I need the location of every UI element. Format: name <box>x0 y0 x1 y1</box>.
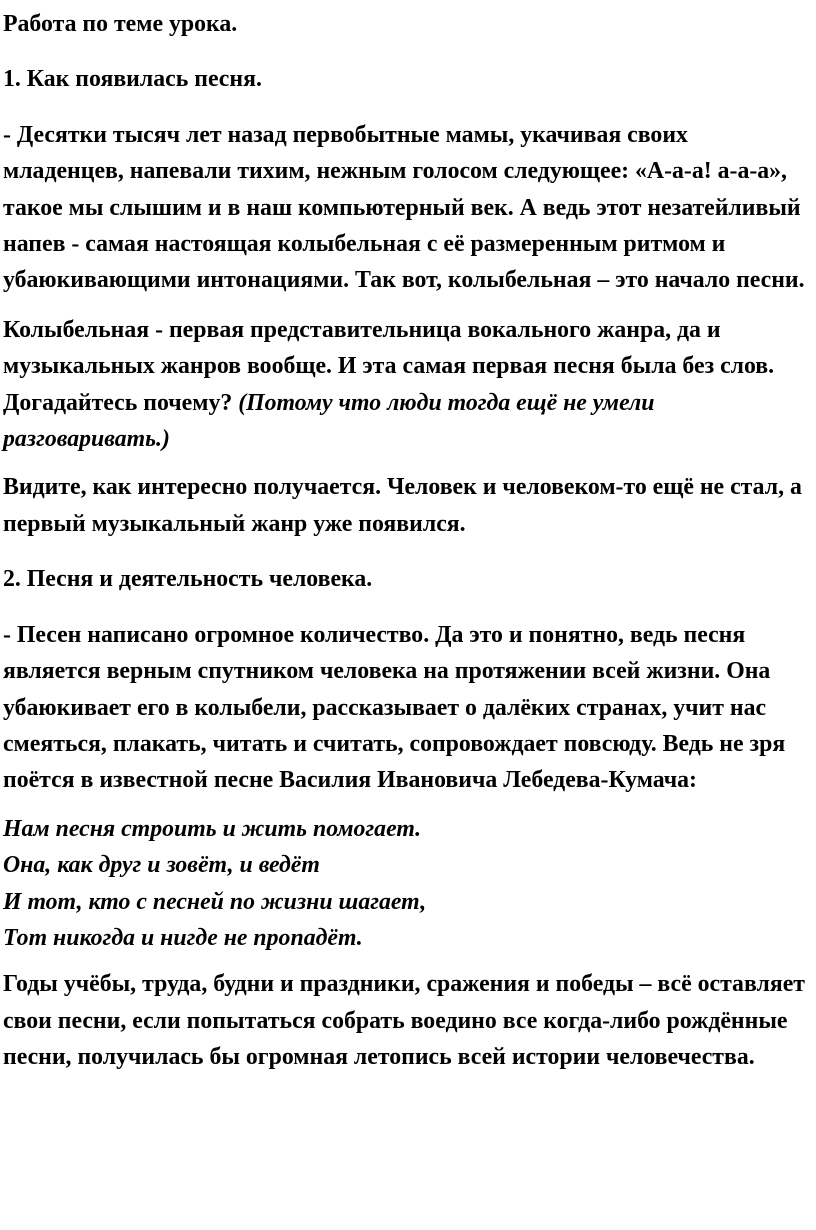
paragraph-song-companion: - Песен написано огромное количество. Да это и понятно, ведь песня является верным спутником человека на протяжении всей жизни. Она убаюкивает его в колыбели, рассказывает о далёких странах, учит нас смеяться, плакать, читать и считать, сопровождает повсюду. Ведь не зря поётся в известной песне Василия Ивановича Лебедева-Кумача: <box>3 621 786 794</box>
section-2-title: 2. Песня и деятельность человека. <box>3 566 373 593</box>
section-1-title: 1. Как появилась песня. <box>3 66 262 93</box>
paragraph-interesting: Видите, как интересно получается. Человек и человеком-то ещё не стал, а первый музыкальный жанр уже появился. <box>3 474 802 537</box>
document-heading: Работа по теме урока. <box>3 11 238 37</box>
poem-line: Она, как друг и зовёт, и ведёт <box>3 852 320 879</box>
paragraph-lullaby-origin: - Десятки тысяч лет назад первобытные мамы, укачивая своих младенцев, напевали тихим, нежным голосом следующее: «А-а-а! а-а-а», такое мы слышим и в наш компьютерный век. А ведь этот незатейливый напев - самая настоящая колыбельная с её размеренным ритмом и убаюкивающими интонациями. Так вот, колыбельная – это начало песни. <box>3 121 805 294</box>
poem-line: Тот никогда и нигде не пропадёт. <box>3 924 363 951</box>
poem-line: И тот, кто с песней по жизни шагает, <box>3 888 427 915</box>
poem-line: Нам песня строить и жить помогает. <box>3 815 422 842</box>
paragraph-chronicle: Годы учёбы, труда, будни и праздники, сражения и победы – всё оставляет свои песни, если попытаться собрать воедино все когда-либо рождённые песни, получилась бы огромная летопись всей истории человечества. <box>3 971 805 1071</box>
paragraph-first-genre-answer: (Потому что люди тогда ещё не умели разговаривать.) <box>3 389 655 453</box>
paragraph-first-genre-text: Колыбельная - первая представительница вокального жанра, да и музыкальных жанров вообще. И эта самая первая песня была без слов. Догадайтесь почему? <box>3 316 775 416</box>
poem-quote <box>3 811 812 957</box>
paragraph-first-genre <box>3 312 812 458</box>
